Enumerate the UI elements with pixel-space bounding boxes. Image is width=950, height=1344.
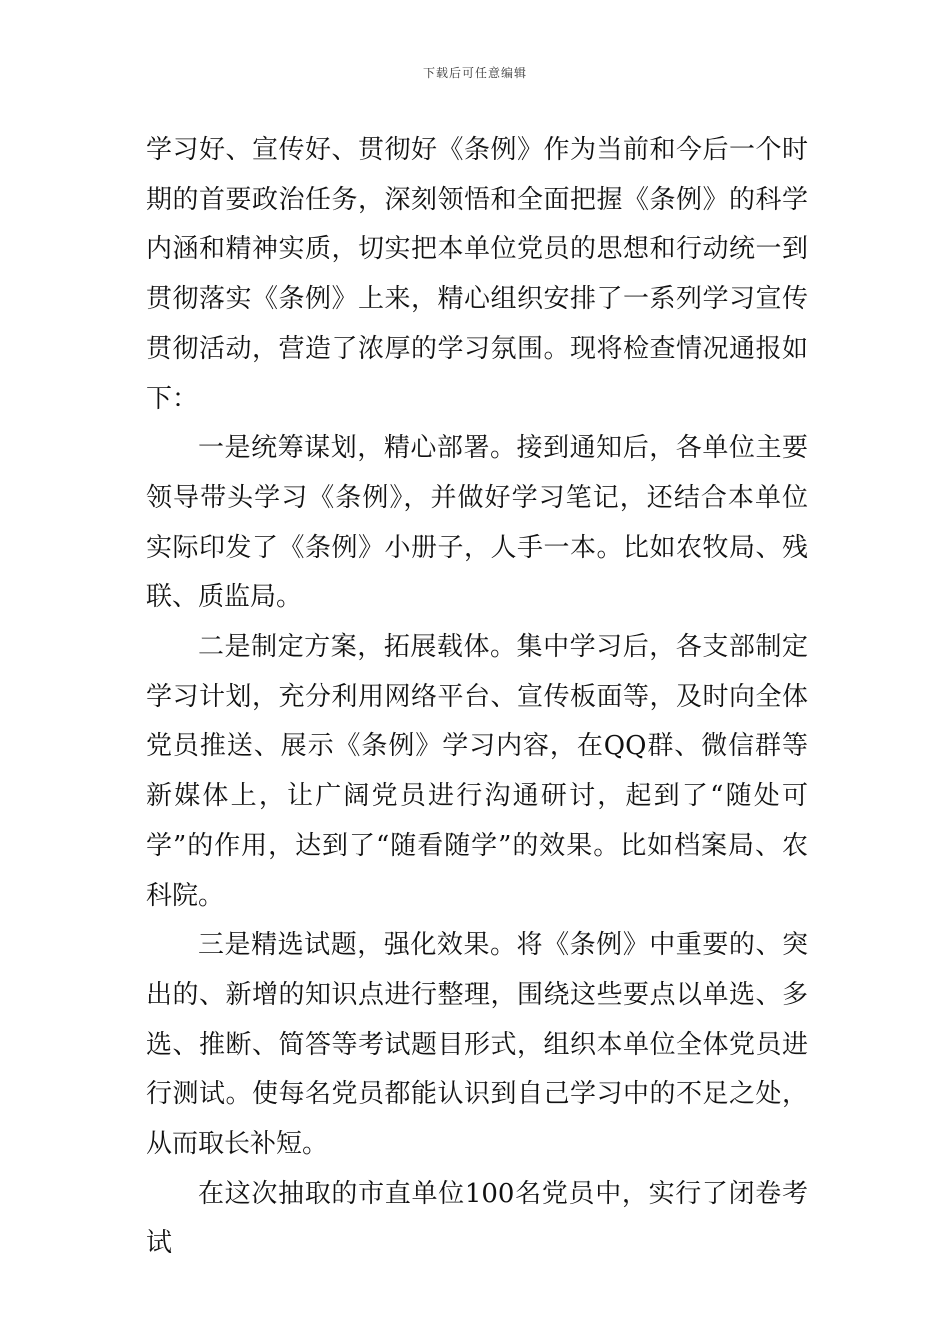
paragraph-point-three: 三是精选试题，强化效果。将《条例》中重要的、突出的、新增的知识点进行整理，围绕这些要点以单选、多选、推断、简答等考试题目形式，组织本单位全体党员进行测试。使每名党员都能认识到自己学习中的不足之处，从而取长补短。 xyxy=(146,930,808,1160)
page-header: 下载后可任意编辑 xyxy=(422,66,527,80)
document-body xyxy=(146,126,808,1269)
paragraph-point-two: 二是制定方案，拓展载体。集中学习后，各支部制定学习计划，充分利用网络平台、宣传板面等，及时向全体党员推送、展示《条例》学习内容，在QQ群、微信群等新媒体上，让广阔党员进行沟通研讨，起到了“随处可学”的作用，达到了“随看随学”的效果。比如档案局、农科院。 xyxy=(146,632,808,911)
paragraph-intro: 学习好、宣传好、贯彻好《条例》作为当前和今后一个时期的首要政治任务，深刻领悟和全面把握《条例》的科学内涵和精神实质，切实把本单位党员的思想和行动统一到贯彻落实《条例》上来，精心组织安排了一系列学习宣传贯彻活动，营造了浓厚的学习氛围。现将检查情况通报如下： xyxy=(146,135,808,414)
paragraph-exam: 在这次抽取的市直单位100名党员中，实行了闭卷考试 xyxy=(146,1178,808,1259)
paragraph-point-one: 一是统筹谋划，精心部署。接到通知后，各单位主要领导带头学习《条例》，并做好学习笔记，还结合本单位实际印发了《条例》小册子，人手一本。比如农牧局、残联、质监局。 xyxy=(146,433,808,613)
